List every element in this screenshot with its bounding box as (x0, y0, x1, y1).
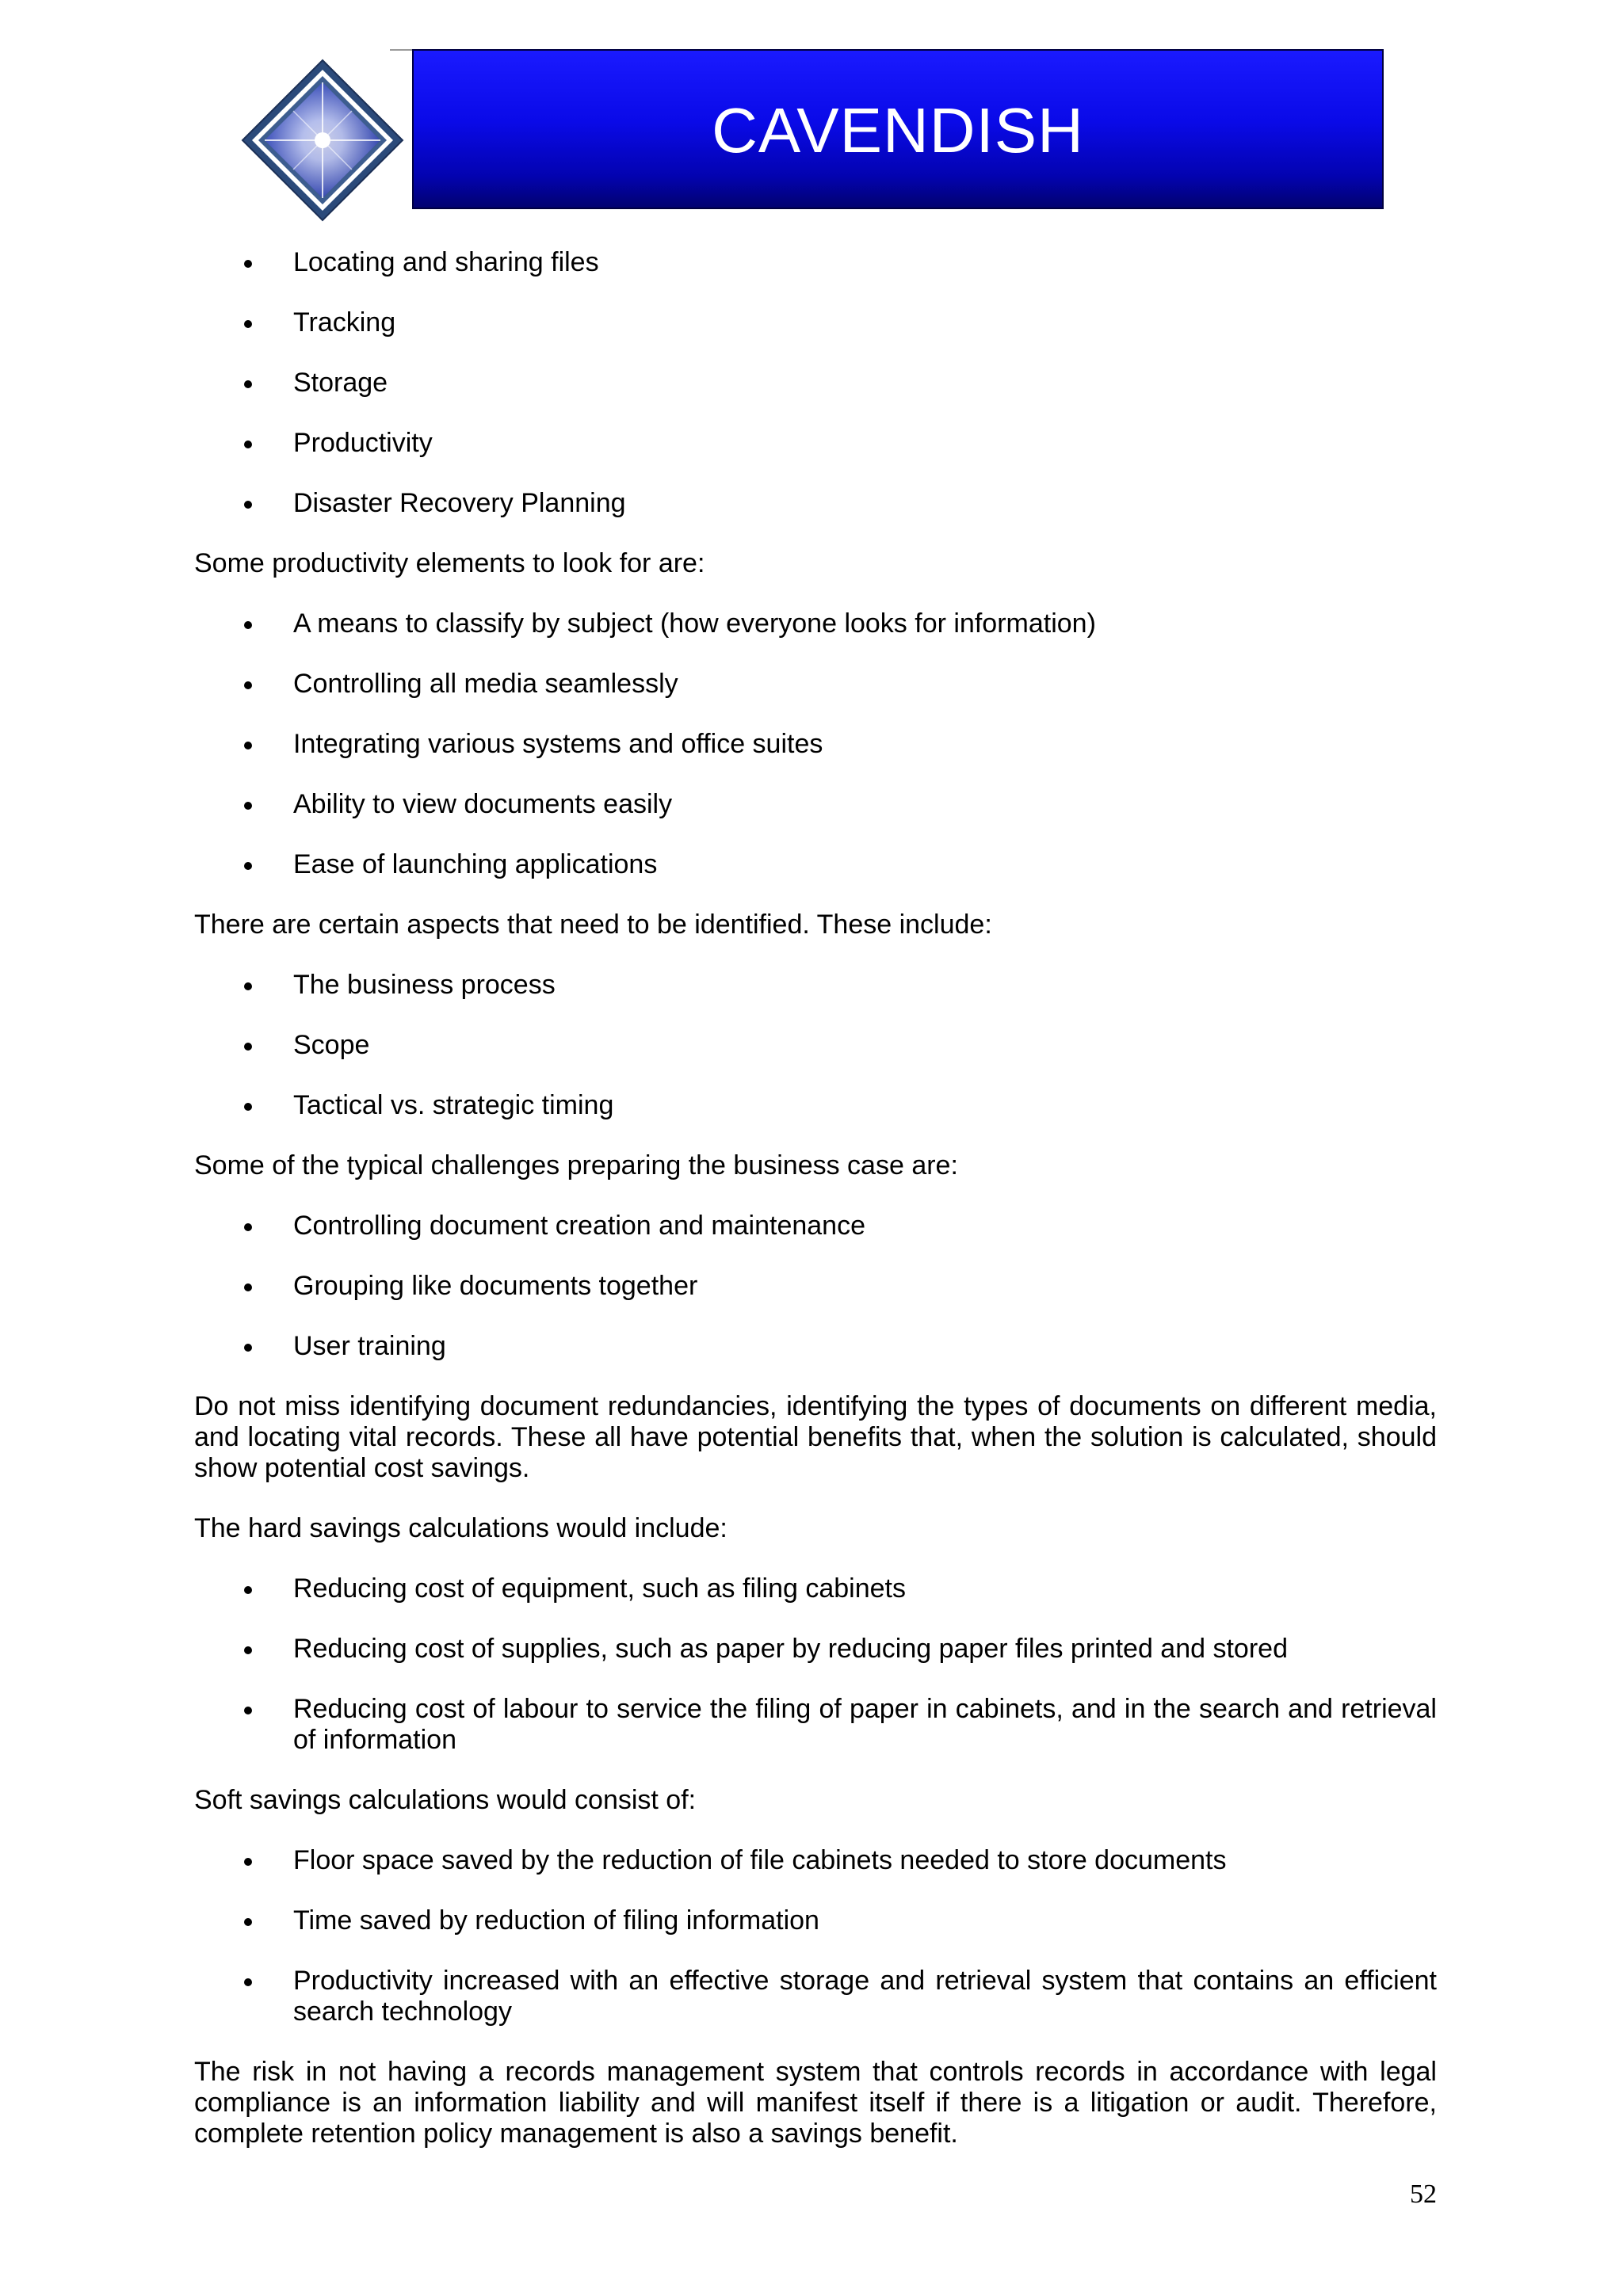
title-banner (412, 49, 1384, 209)
list-item-text: Scope (293, 1030, 370, 1060)
list-item (194, 1211, 1437, 1241)
bullet-icon (244, 441, 252, 448)
list-item (194, 1845, 1437, 1876)
list-item (194, 608, 1437, 639)
bullet-list (194, 1211, 1437, 1362)
list-item-text: Tactical vs. strategic timing (293, 1090, 614, 1120)
bullet-icon (244, 621, 252, 629)
list-item (194, 1966, 1437, 2027)
bullet-list (194, 247, 1437, 519)
list-item (194, 1090, 1437, 1121)
bullet-list (194, 970, 1437, 1121)
list-item-text: Disaster Recovery Planning (293, 488, 626, 518)
list-item-text: Productivity increased with an effective storage and retrieval system that contains an efficient search technology (293, 1966, 1437, 2027)
bullet-icon (244, 1223, 252, 1231)
list-item-text: Reducing cost of supplies, such as paper by reducing paper files printed and stored (293, 1634, 1288, 1664)
bullet-icon (244, 862, 252, 870)
list-item-text: Controlling all media seamlessly (293, 669, 678, 699)
list-item (194, 789, 1437, 820)
list-item (194, 247, 1437, 278)
list-item-text: The business process (293, 970, 556, 1000)
page-header (0, 0, 1623, 230)
list-item (194, 729, 1437, 760)
bullet-icon (244, 1586, 252, 1594)
list-item-text: Ease of launching applications (293, 849, 658, 879)
bullet-icon (244, 1646, 252, 1654)
paragraph: Some of the typical challenges preparing the business case are: (194, 1150, 958, 1180)
bullet-icon (244, 681, 252, 689)
paragraph: Some productivity elements to look for are: (194, 548, 705, 578)
bullet-icon (244, 320, 252, 328)
paragraph: The risk in not having a records management system that controls records in accordance with legal compliance is an information liability and will manifest itself if there is a litigation or audit. Therefore, complete retention policy management is also a savings benefit. (194, 2057, 1437, 2149)
list-item-text: Locating and sharing files (293, 247, 599, 277)
list-item (194, 970, 1437, 1001)
list-item (194, 669, 1437, 700)
bullet-icon (244, 260, 252, 268)
list-item-text: Storage (293, 368, 388, 398)
paragraph: The hard savings calculations would include: (194, 1513, 727, 1543)
list-item (194, 1331, 1437, 1362)
list-item-text: Productivity (293, 428, 433, 458)
list-item-text: Ability to view documents easily (293, 789, 673, 819)
bullet-icon (244, 1103, 252, 1111)
bullet-icon (244, 380, 252, 388)
list-item-text: Time saved by reduction of filing information (293, 1905, 819, 1936)
list-item (194, 368, 1437, 399)
bullet-list (194, 1573, 1437, 1756)
bullet-list (194, 1845, 1437, 2027)
paragraph: There are certain aspects that need to be identified. These include: (194, 910, 992, 940)
header-rule (390, 49, 414, 51)
list-item (194, 849, 1437, 880)
company-title: CAVENDISH (712, 95, 1084, 166)
paragraph: Do not miss identifying document redundancies, identifying the types of documents on different media, and locating vital records. These all have potential benefits that, when the solution is calculated, should show potential cost savings. (194, 1391, 1437, 1483)
page-number: 52 (1410, 2180, 1437, 2209)
bullet-icon (244, 742, 252, 749)
list-item-text: Controlling document creation and maintenance (293, 1211, 866, 1241)
bullet-icon (244, 1043, 252, 1051)
bullet-icon (244, 982, 252, 990)
list-item-text: Floor space saved by the reduction of file cabinets needed to store documents (293, 1845, 1227, 1875)
list-item-text: A means to classify by subject (how everyone looks for information) (293, 608, 1096, 639)
list-item (194, 1905, 1437, 1936)
list-item-text: User training (293, 1331, 446, 1361)
bullet-icon (244, 1918, 252, 1926)
bullet-list (194, 608, 1437, 880)
paragraph: Soft savings calculations would consist of: (194, 1785, 697, 1815)
list-item (194, 1573, 1437, 1604)
list-item (194, 428, 1437, 459)
list-item (194, 1694, 1437, 1756)
list-item (194, 307, 1437, 338)
bullet-icon (244, 501, 252, 509)
list-item (194, 1030, 1437, 1061)
bullet-icon (244, 1858, 252, 1866)
list-item (194, 488, 1437, 519)
list-item (194, 1271, 1437, 1302)
bullet-icon (244, 1707, 252, 1714)
list-item (194, 1634, 1437, 1665)
diamond-star-logo-icon (241, 59, 404, 222)
bullet-icon (244, 802, 252, 810)
document-body (194, 247, 1437, 2179)
list-item-text: Reducing cost of equipment, such as filing cabinets (293, 1573, 907, 1604)
list-item-text: Tracking (293, 307, 396, 338)
bullet-icon (244, 1283, 252, 1291)
list-item-text: Grouping like documents together (293, 1271, 698, 1301)
bullet-icon (244, 1344, 252, 1352)
list-item-text: Reducing cost of labour to service the filing of paper in cabinets, and in the search and retrieval of information (293, 1694, 1437, 1755)
bullet-icon (244, 1978, 252, 1986)
list-item-text: Integrating various systems and office suites (293, 729, 823, 759)
